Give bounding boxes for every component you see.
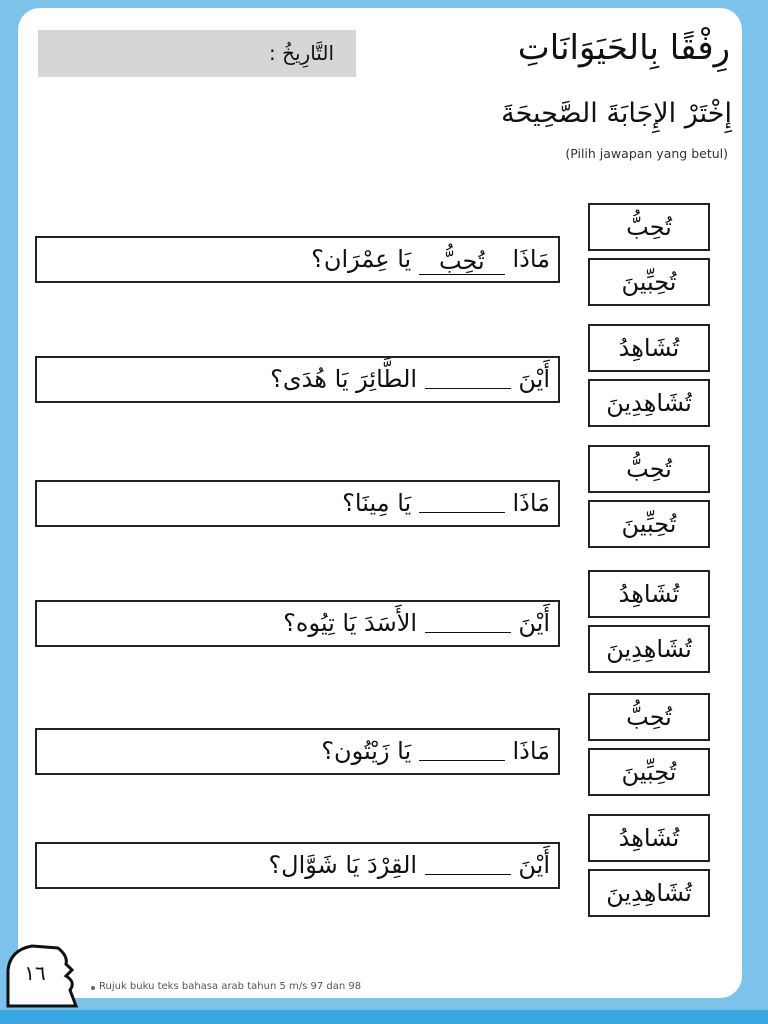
bottom-band <box>0 1010 768 1024</box>
question-word: مَاذَا <box>512 245 550 273</box>
choices-1 <box>588 203 712 308</box>
date-field[interactable] <box>38 30 356 77</box>
option-a[interactable]: تُحِبُّ <box>588 445 710 493</box>
option-a[interactable]: تُحِبُّ <box>588 693 710 741</box>
option-a[interactable]: تُشَاهِدُ <box>588 570 710 618</box>
question-rest: القِرْدَ يَا شَوَّال؟ <box>268 851 418 879</box>
date-label: التَّارِيخُ : <box>268 41 334 65</box>
answer-blank[interactable] <box>425 606 511 633</box>
page-title: رِفْقًا بِالحَيَوَانَاتِ <box>517 28 730 68</box>
instruction-arabic: إِخْتَرْ الإِجَابَةَ الصَّحِيحَةَ <box>501 98 732 129</box>
question-word: مَاذَا <box>512 737 550 765</box>
option-a[interactable]: تُشَاهِدُ <box>588 324 710 372</box>
question-2 <box>35 356 560 403</box>
choices-6 <box>588 814 712 919</box>
answer-blank[interactable] <box>425 848 511 875</box>
choices-2 <box>588 324 712 429</box>
question-rest: يَا مِينَا؟ <box>342 489 412 517</box>
option-b[interactable]: تُشَاهِدِينَ <box>588 625 710 673</box>
option-b[interactable]: تُشَاهِدِينَ <box>588 379 710 427</box>
question-rest: الأَسَدَ يَا تِيُوه؟ <box>283 609 418 637</box>
question-4 <box>35 600 560 647</box>
instruction-malay: (Pilih jawapan yang betul) <box>565 146 728 161</box>
question-rest: يَا زَيْتُون؟ <box>321 737 412 765</box>
question-word: أَيْنَ <box>518 851 550 879</box>
choices-4 <box>588 570 712 675</box>
option-a[interactable]: تُشَاهِدُ <box>588 814 710 862</box>
question-word: أَيْنَ <box>518 609 550 637</box>
page-number: ١٦ <box>24 961 46 985</box>
option-a[interactable]: تُحِبُّ <box>588 203 710 251</box>
answer-blank[interactable] <box>419 486 505 513</box>
question-6 <box>35 842 560 889</box>
option-b[interactable]: تُحِبِّينَ <box>588 258 710 306</box>
answer-blank[interactable] <box>419 734 505 761</box>
footnote: Rujuk buku teks bahasa arab tahun 5 m/s 97 dan 98 <box>99 981 362 992</box>
question-word: مَاذَا <box>512 489 550 517</box>
question-5 <box>35 728 560 775</box>
bullet-icon <box>91 986 95 990</box>
choices-3 <box>588 445 712 550</box>
answer-blank[interactable] <box>425 362 511 389</box>
question-word: أَيْنَ <box>518 365 550 393</box>
choices-5 <box>588 693 712 798</box>
option-b[interactable]: تُشَاهِدِينَ <box>588 869 710 917</box>
question-3 <box>35 480 560 527</box>
answer-blank[interactable]: تُحِبُّ <box>419 248 505 275</box>
option-b[interactable]: تُحِبِّينَ <box>588 500 710 548</box>
question-1 <box>35 236 560 283</box>
question-rest: الطَّائِرَ يَا هُدَى؟ <box>270 365 418 393</box>
option-b[interactable]: تُحِبِّينَ <box>588 748 710 796</box>
question-rest: يَا عِمْرَان؟ <box>311 245 412 273</box>
